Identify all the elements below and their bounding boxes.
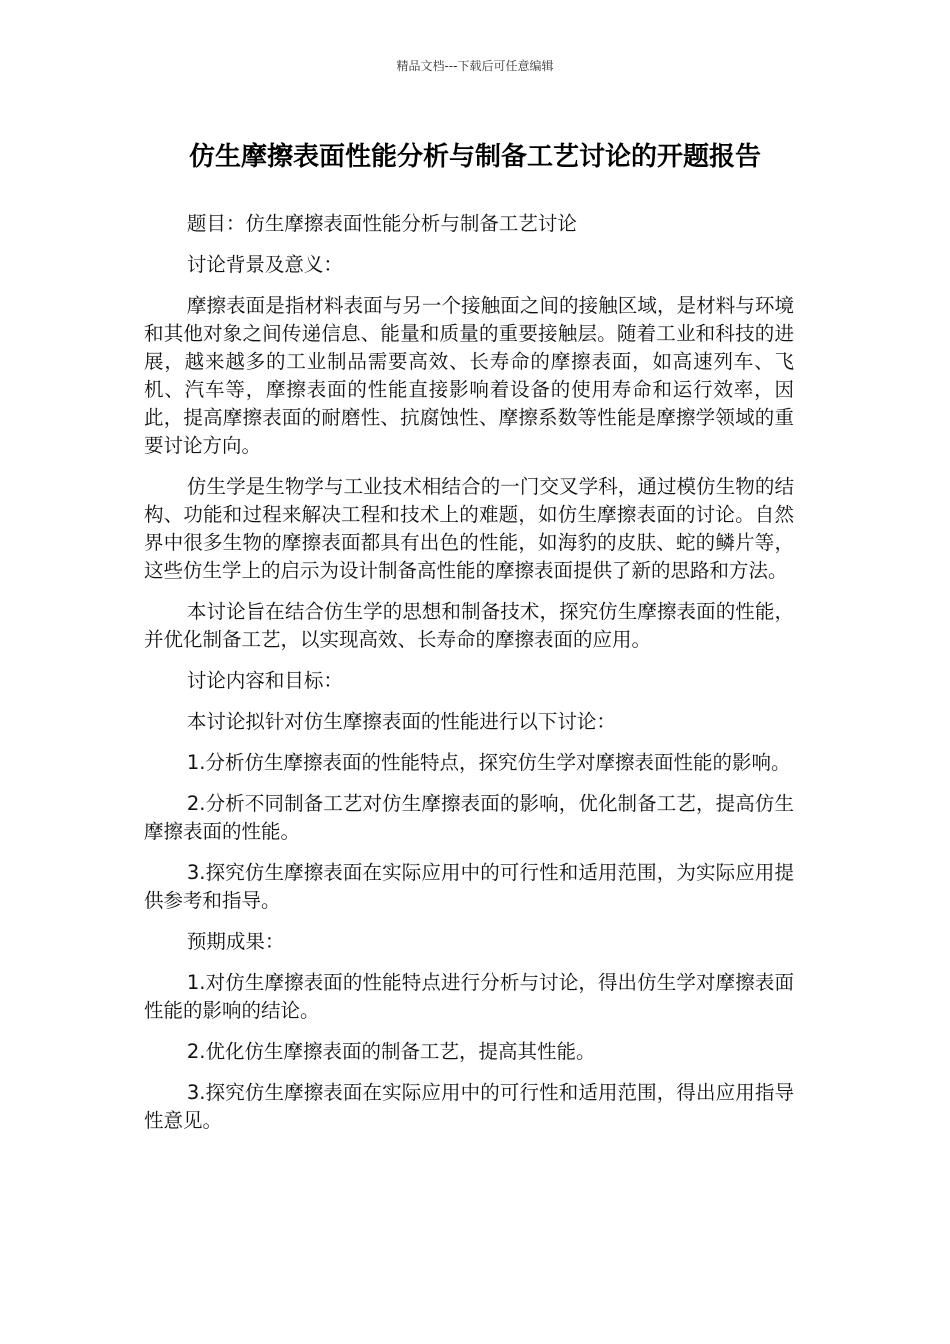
paragraph-background-1: 摩擦表面是指材料表面与另一个接触面之间的接触区域，是材料与环境和其他对象之间传递信息、能量和质量的重要接触层。随着工业和科技的进展，越来越多的工业制品需要高效、长寿命的摩擦表面，如高速列车、飞机、汽车等，摩擦表面的性能直接影响着设备的使用寿命和运行效率，因此，提高摩擦表面的耐磨性、抗腐蚀性、摩擦系数等性能是摩擦学领域的重要讨论方向。 <box>144 294 794 457</box>
document-title: 仿生摩擦表面性能分析与制备工艺讨论的开题报告 <box>188 142 761 172</box>
list-item-content-3: 3.探究仿生摩擦表面在实际应用中的可行性和适用范围，为实际应用提供参考和指导。 <box>144 861 794 912</box>
section-heading-content: 讨论内容和目标： <box>186 669 343 692</box>
topic-line: 题目：仿生摩擦表面性能分析与制备工艺讨论 <box>186 212 577 235</box>
paragraph-background-2: 仿生学是生物学与工业技术相结合的一门交叉学科，通过模仿生物的结构、功能和过程来解决工程和技术上的难题，如仿生摩擦表面的讨论。自然界中很多生物的摩擦表面都具有出色的性能，如海豹的皮肤、蛇的鳞片等，这些仿生学上的启示为设计制备高性能的摩擦表面提供了新的思路和方法。 <box>144 475 794 582</box>
list-item-content-2: 2.分析不同制备工艺对仿生摩擦表面的影响，优化制备工艺，提高仿生摩擦表面的性能。 <box>144 792 794 843</box>
list-item-result-2: 2.优化仿生摩擦表面的制备工艺，提高其性能。 <box>186 1040 596 1063</box>
paragraph-content-intro: 本讨论拟针对仿生摩擦表面的性能进行以下讨论： <box>186 710 616 733</box>
list-item-content-1: 1.分析仿生摩擦表面的性能特点，探究仿生学对摩擦表面性能的影响。 <box>186 751 791 774</box>
header-note: 精品文档---下载后可任意编辑 <box>396 59 554 73</box>
paragraph-background-3: 本讨论旨在结合仿生学的思想和制备技术，探究仿生摩擦表面的性能，并优化制备工艺，以实现高效、长寿命的摩擦表面的应用。 <box>144 600 794 651</box>
section-heading-results: 预期成果： <box>186 930 285 953</box>
list-item-result-1: 1.对仿生摩擦表面的性能特点进行分析与讨论，得出仿生学对摩擦表面性能的影响的结论。 <box>144 971 794 1022</box>
list-item-result-3: 3.探究仿生摩擦表面在实际应用中的可行性和适用范围，得出应用指导性意见。 <box>144 1081 794 1132</box>
section-heading-background: 讨论背景及意义： <box>186 253 343 276</box>
document-body <box>144 210 794 1148</box>
